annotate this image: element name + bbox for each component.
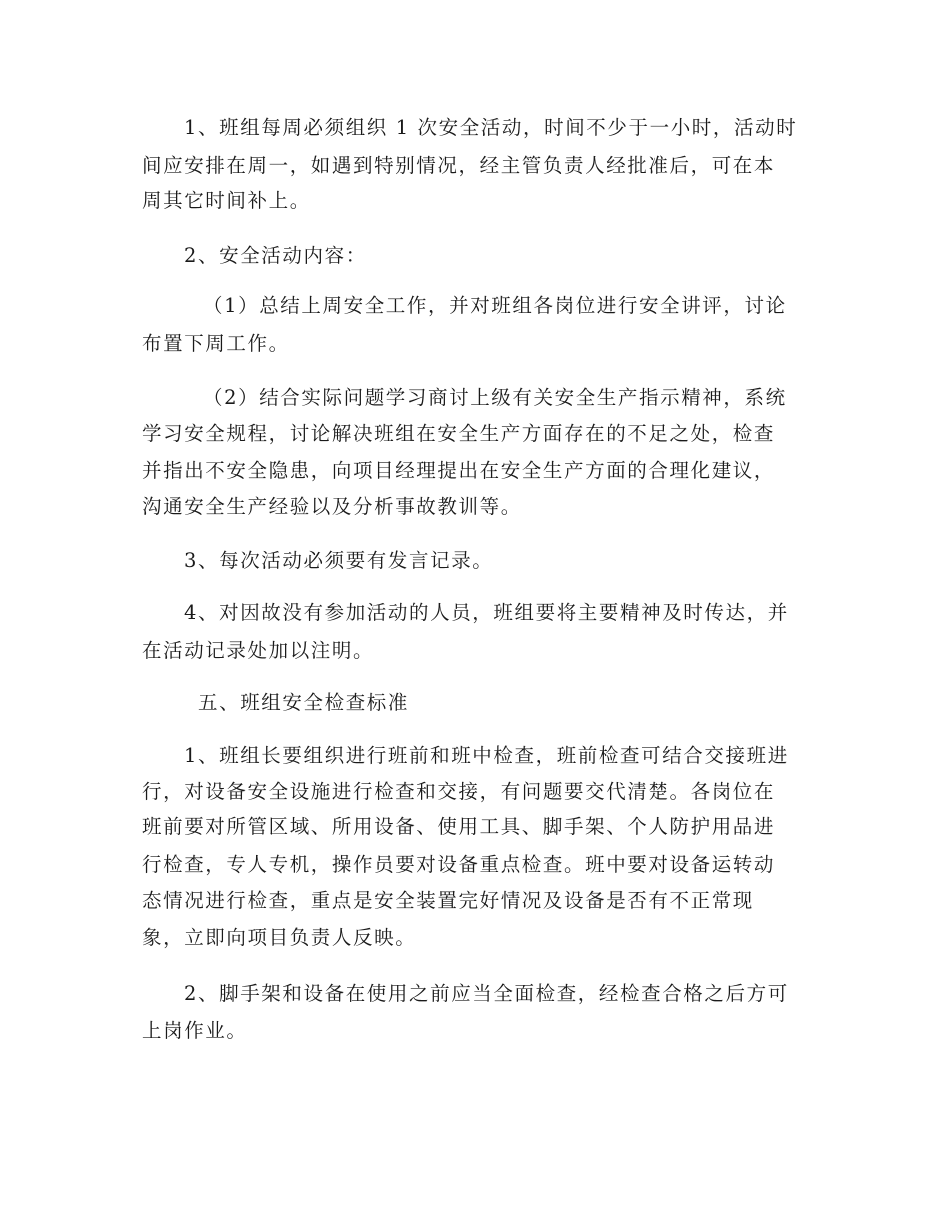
item-2-line-3: 并指出不安全隐患，向项目经理提出在安全生产方面的合理化建议， [142, 459, 776, 482]
section-heading: 五、班组安全检查标准 [198, 691, 410, 714]
paragraph-5-line-4: 行检查，专人专机，操作员要对设备重点检查。班中要对设备运转动 [142, 853, 776, 876]
paragraph-1-line-2: 间应安排在周一，如遇到特别情况，经主管负责人经批准后，可在本 [142, 154, 776, 177]
item-2-line-4: 沟通安全生产经验以及分析事故教训等。 [142, 495, 522, 518]
item-1-line-1: （1）总结上周安全工作，并对班组各岗位进行安全讲评，讨论 [203, 294, 787, 317]
paragraph-3-line-1: 3、每次活动必须要有发言记录。 [184, 549, 494, 572]
paragraph-5-line-5: 态情况进行检查，重点是安全装置完好情况及设备是否有不正常现 [142, 889, 754, 912]
item-2-line-1: （2）结合实际问题学习商讨上级有关安全生产指示精神，系统 [203, 386, 787, 409]
item-2-line-2: 学习安全规程，讨论解决班组在安全生产方面存在的不足之处，检查 [142, 422, 776, 445]
paragraph-5-line-6: 象，立即向项目负责人反映。 [142, 926, 417, 949]
paragraph-2-line-1: 2、安全活动内容： [184, 244, 367, 267]
paragraph-4-line-2: 在活动记录处加以注明。 [142, 639, 375, 662]
paragraph-6-line-1: 2、脚手架和设备在使用之前应当全面检查，经检查合格之后方可 [184, 982, 789, 1005]
paragraph-6-line-2: 上岗作业。 [142, 1019, 248, 1042]
paragraph-4-line-1: 4、对因故没有参加活动的人员，班组要将主要精神及时传达，并 [184, 601, 789, 624]
paragraph-5-line-1: 1、班组长要组织进行班前和班中检查，班前检查可结合交接班进 [184, 744, 789, 767]
paragraph-1-line-1: 1、班组每周必须组织 1 次安全活动，时间不少于一小时，活动时 [184, 116, 798, 139]
item-1-line-2: 布置下周工作。 [142, 332, 290, 355]
paragraph-1-line-3: 周其它时间补上。 [142, 189, 311, 212]
paragraph-5-line-2: 行，对设备安全设施进行检查和交接，有问题要交代清楚。各岗位在 [142, 780, 776, 803]
paragraph-5-line-3: 班前要对所管区域、所用设备、使用工具、脚手架、个人防护用品进 [142, 815, 776, 838]
